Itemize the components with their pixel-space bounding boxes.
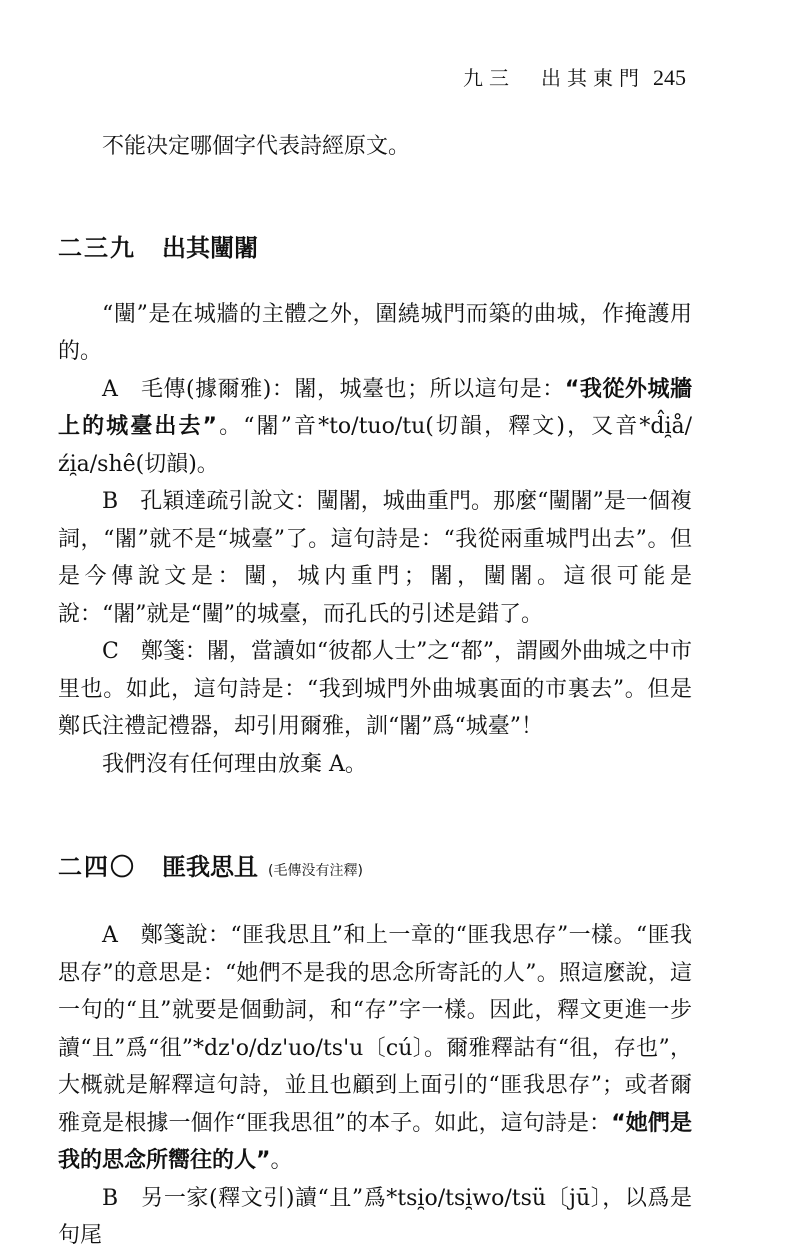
page-number: 245	[653, 65, 686, 90]
paragraph-c: C 鄭箋：闍，當讀如“彼都人士”之“都”，謂國外曲城之中市里也。如此，這句詩是：“我到城門外曲城裏面的市裏去”。但是鄭氏注禮記禮器，却引用爾雅，訓“闍”爲“城臺”！	[58, 639, 692, 739]
paragraph-conclusion: 我們沒有任何理由放棄 A。	[102, 751, 367, 777]
section-note: (毛傳没有注釋)	[268, 863, 363, 879]
page-body	[58, 128, 692, 1255]
bold-quote: “她們是我的思念所嚮往的人”	[58, 1110, 692, 1173]
intro-paragraph: 不能决定哪個字代表詩經原文。	[102, 134, 411, 159]
section-number: 二三九	[58, 233, 136, 262]
section-title: 匪我思且	[162, 853, 258, 881]
paragraph-a: A 鄭箋說：“匪我思且”和上一章的“匪我思存”一樣。“匪我思存”的意思是：“她們不是我的思念所寄託的人”。照這麼說，這一句的“且”就要是個動詞，和“存”字一樣。因此，釋文更進一步讀“且”爲“徂”*dz'o/dz'uo/ts'u〔cú〕。爾雅釋詁有“徂，存也”，大概就是解釋這句詩，並且也顧到上面引的“匪我思存”；或者爾雅竟是根據一個作“匪我思徂”的本子。如此，這句詩是：“她們是我的思念所嚮往的人”。	[58, 923, 692, 1173]
paragraph-a: A 毛傳(據爾雅)：闍，城臺也；所以這句是：“我從外城牆上的城臺出去”。“闍”音*to/tuo/tu(切韻，釋文)，又音*d̂i̯å/źi̯a/shê(切韻)。	[58, 376, 693, 477]
section-heading-239	[58, 228, 692, 268]
chapter-title: 九三 出其東門	[463, 66, 645, 90]
section-number: 二四〇	[58, 853, 136, 881]
running-header	[463, 62, 686, 91]
paragraph-b: B 孔穎達疏引說文：闉闍，城曲重門。那麼“闉闍”是一個複詞，“闍”就不是“城臺”了。這句詩是：“我從兩重城門出去”。但是今傳說文是：闉，城内重門；闍，闉闍。這很可能是說：“闍”就是“闉”的城臺，而孔氏的引述是錯了。	[58, 489, 692, 627]
bold-quote: “我從外城牆上的城臺出去”	[58, 376, 692, 439]
paragraph-definition: “闉”是在城牆的主體之外，圍繞城門而築的曲城，作掩護用的。	[58, 301, 692, 364]
section-heading-240	[58, 847, 692, 891]
section-title: 出其闉闍	[162, 233, 258, 262]
paragraph-b: B 另一家(釋文引)讀“且”爲*tsi̯o/tsi̯wo/tsü〔jū〕，以爲是句尾	[58, 1185, 692, 1248]
